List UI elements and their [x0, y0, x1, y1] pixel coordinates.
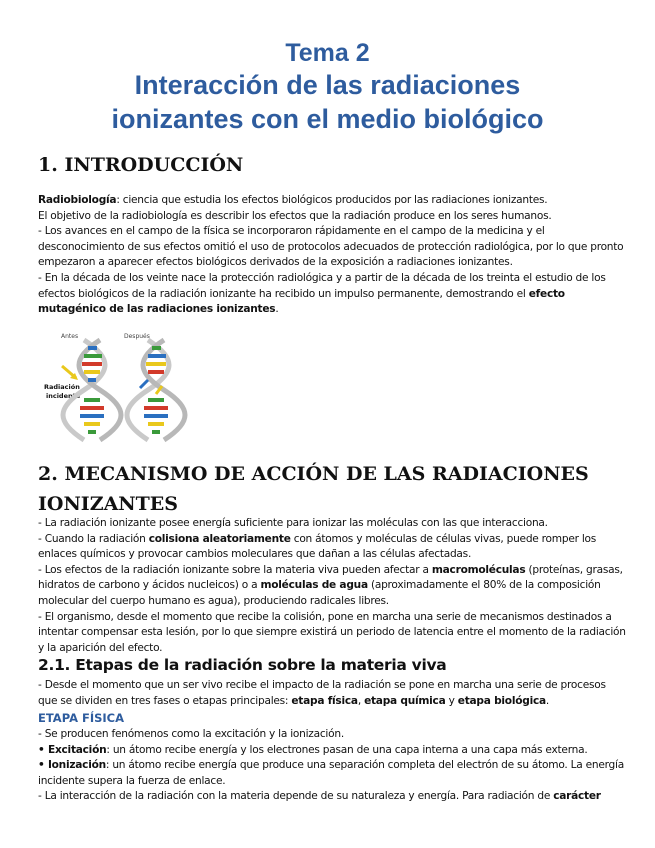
s2-p3	[38, 563, 628, 610]
ef-excitacion	[38, 743, 628, 759]
ef-interaction	[38, 789, 628, 805]
ef-excitacion-text: : un átomo recibe energía y los electrones pasan de una capa interna a una capa más externa.	[106, 743, 588, 756]
s2-p3-a: - Los efectos de la radiación ionizante sobre la materia viva pueden afectar a	[38, 563, 432, 576]
section-1-heading: 1. INTRODUCCIÓN	[38, 154, 244, 176]
bullet-advances: - Los avances en el campo de la física se incorporaron rápidamente en el campo de la medicina y el desconocimiento de sus efectos omitió el uso de protocolos adecuados de protección radiológica, por lo que pronto empezaron a aparecer efectos biológicos derivados de la exposición a radiaciones ionizantes.	[38, 225, 624, 269]
s2-p3-c: (proteínas, grasas, hidratos de carbono y ácidos nucleicos) o a	[38, 563, 623, 592]
definition-text: : ciencia que estudia los efectos biológicos producidos por las radiaciones ionizantes.	[116, 194, 548, 206]
s2-p2	[38, 532, 628, 563]
label-radiation-1: Radiación	[44, 383, 80, 391]
s21-p1-c: ,	[357, 694, 365, 707]
bullet-twenties	[38, 271, 628, 318]
label-radiation-2: incidente	[46, 392, 81, 400]
topic-number: Tema 2	[285, 39, 370, 67]
mutagenic-effect: efecto mutagénico de las radiaciones ionizantes	[38, 287, 565, 316]
definition-line	[38, 193, 628, 209]
section-2-heading	[38, 459, 589, 519]
s2-p2-a: - Cuando la radiación	[38, 532, 149, 545]
ef-interaction-text: - La interacción de la radiación con la materia depende de su naturaleza y energía. Para radiación de	[38, 790, 554, 803]
ef-ionizacion	[38, 758, 628, 789]
ef-interaction-bold: carácter	[553, 790, 601, 803]
section-1-body	[38, 193, 628, 318]
radiation-arrow	[62, 366, 78, 380]
title-line-2: ionizantes con el medio biológico	[111, 104, 544, 134]
s21-stage-biological: etapa biológica	[457, 694, 546, 707]
s21-p1	[38, 678, 628, 709]
label-before: Antes	[61, 333, 79, 340]
section-2-heading-line-2: IONIZANTES	[38, 493, 179, 515]
definition-term: Radiobiología	[38, 194, 117, 206]
s2-p2-bold: colisiona aleatoriamente	[148, 532, 291, 545]
dna-helix-after	[127, 340, 185, 440]
ef-excitacion-term: • Excitación	[38, 743, 107, 756]
s2-p3-bold-2: moléculas de agua	[260, 579, 368, 592]
section-2-body	[38, 516, 628, 656]
s21-p1-a: - Desde el momento que un ser vivo recibe el impacto de la radiación se pone en marcha una serie de procesos que se dividen en tres fases o etapas principales:	[38, 679, 606, 707]
title-block	[0, 38, 655, 136]
dna-helix-before	[63, 340, 121, 440]
s21-p1-g: .	[545, 694, 550, 707]
s21-stage-chemical: etapa química	[364, 694, 446, 707]
etapa-fisica-heading: ETAPA FÍSICA	[38, 711, 125, 725]
s21-p1-e: y	[445, 694, 458, 707]
s2-p1: - La radiación ionizante posee energía suficiente para ionizar las moléculas con las que interacciona.	[38, 517, 548, 529]
ef-line-1: - Se producen fenómenos como la excitación y la ionización.	[38, 728, 344, 740]
s2-p3-bold-1: macromoléculas	[431, 563, 526, 576]
title-line-1: Interacción de las radiaciones	[134, 70, 521, 100]
s2-p3-e: (aproximadamente el 80% de la composición molecular del cuerpo humano es agua), produciendo radicales libres.	[38, 579, 601, 607]
s2-p2-c: con átomos y moléculas de células vivas, puede romper los enlaces químicos y provocar cambios moleculares que dañan a las células afectadas.	[38, 532, 597, 561]
ef-ionizacion-text: : un átomo recibe energía que produce una separación completa del electrón de su átomo. La energía incidente supera la fuerza de enlace.	[38, 759, 624, 787]
bullet-twenties-end: .	[275, 303, 279, 316]
s2-p4: - El organismo, desde el momento que recibe la colisión, pone en marcha una serie de mecanismos destinados a intentar compensar esta lesión, por lo que siempre existirá un periodo de latencia entre el momento de la radiación y la aparición del efecto.	[38, 610, 626, 654]
section-2-heading-line-1: 2. MECANISMO DE ACCIÓN DE LAS RADIACIONES	[38, 463, 589, 485]
dna-illustration	[44, 328, 204, 454]
section-2-1-heading: 2.1. Etapas de la radiación sobre la materia viva	[38, 656, 447, 674]
bullet-twenties-text: - En la década de los veinte nace la protección radiológica y a partir de la década de los treinta el estudio de los efectos biológicos de la radiación ionizante ha recibido un impulso permanente, demostrando el	[38, 271, 606, 300]
label-after: Después	[124, 333, 150, 340]
objective-line: El objetivo de la radiobiología es describir los efectos que la radiación produce en los seres humanos.	[38, 209, 552, 222]
s21-stage-physical: etapa física	[291, 694, 358, 707]
section-2-1-body	[38, 678, 628, 709]
dna-figure	[44, 328, 204, 454]
etapa-fisica-body	[38, 727, 628, 805]
ef-ionizacion-term: • Ionización	[38, 759, 106, 772]
